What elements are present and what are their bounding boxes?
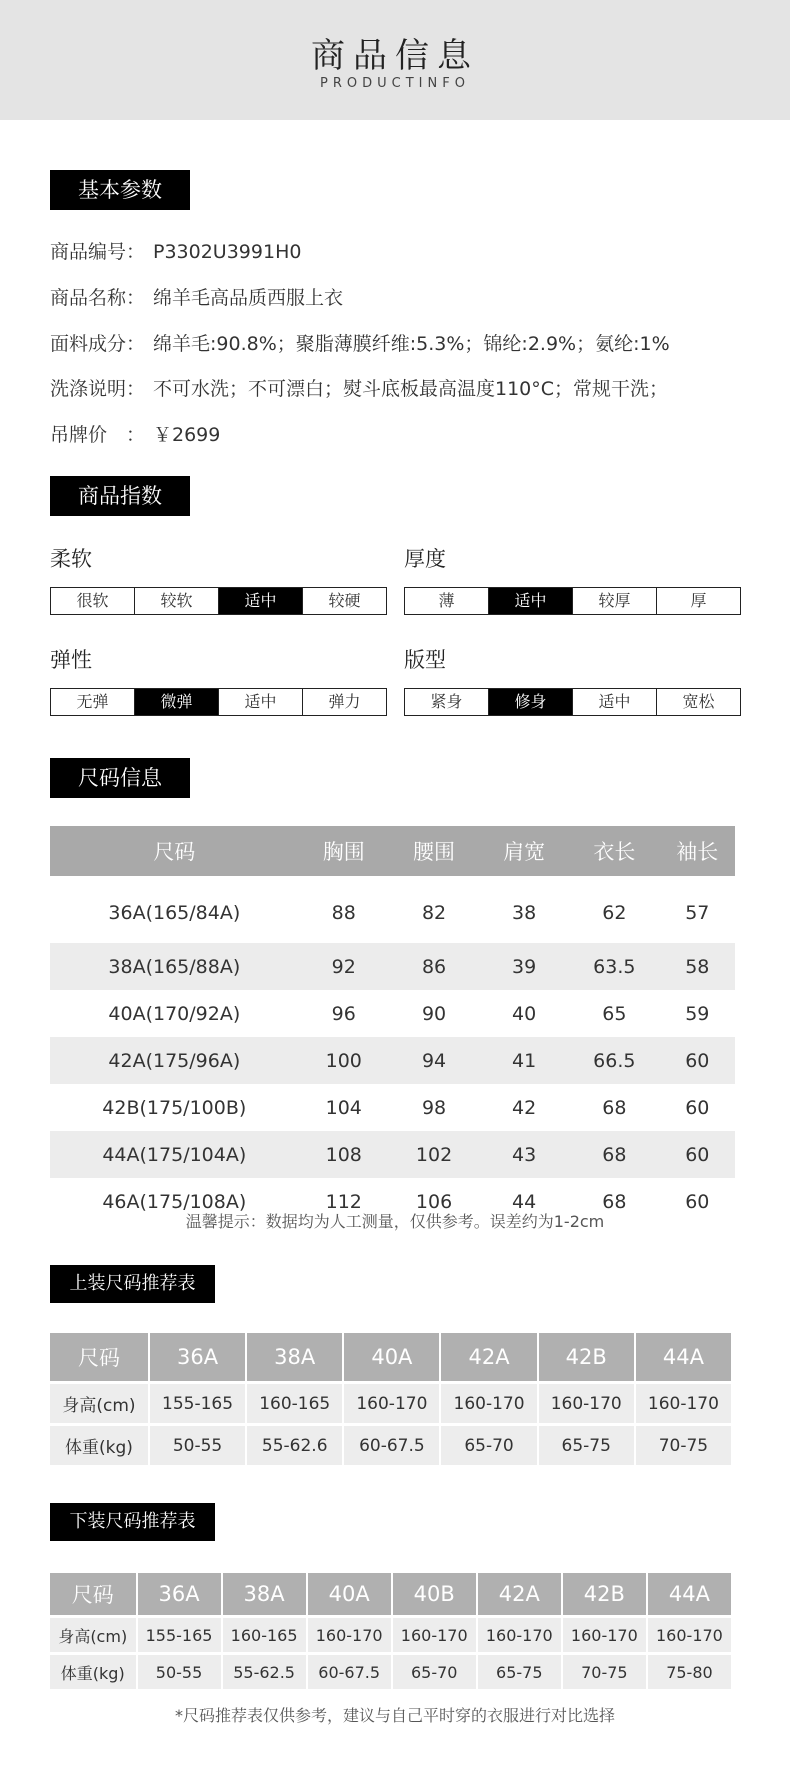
index-option: 厚 [656,588,740,614]
size-cell: 44 [512,1190,537,1213]
index-option: 较厚 [572,588,656,614]
size-cell: 42 [512,1096,537,1119]
param-key: 商品名称： [50,287,146,309]
rec-col-header: 42A [478,1573,561,1615]
rec-cell: 160-165 [223,1618,306,1652]
size-cell: 82 [421,902,447,924]
size-row [50,943,735,990]
section-basic-params: 基本参数 [50,170,190,210]
size-cell: 60 [685,1096,710,1119]
page-title: 商品信息 [311,36,479,76]
size-col-header: 袖长 [660,826,735,876]
rec-cell: 160-170 [344,1384,439,1423]
size-cell: 68 [602,1096,627,1119]
rec-col-header: 44A [648,1573,731,1615]
param-value: 绵羊毛:90.8%；聚脂薄膜纤维:5.3%；锦纶:2.9%；氨纶:1% [153,333,670,355]
param-value: ￥2699 [153,424,221,446]
size-cell: 60 [685,1190,710,1213]
rec-col-header: 36A [150,1333,245,1381]
size-cell: 39 [479,943,569,990]
size-cell: 102 [389,1131,479,1178]
param-key: 洗涤说明： [50,378,146,400]
param-value: 绵羊毛高品质西服上衣 [153,287,344,309]
rec-cell: 50-55 [138,1655,221,1689]
index-label: 厚度 [404,547,446,571]
size-cell: 104 [325,1096,362,1119]
size-cell: 42B(175/100B) [102,1096,247,1119]
size-cell: 63.5 [569,943,659,990]
param-value: P3302U3991H0 [153,241,302,263]
param-key: 面料成分： [50,333,146,355]
rec-cell: 160-170 [636,1384,731,1423]
rec-col-header: 尺码 [50,1573,136,1615]
index-option: 适中 [572,689,656,715]
size-cell: 68 [602,1190,627,1213]
index-option: 较硬 [302,588,386,614]
size-col-header: 胸围 [299,826,389,876]
param-key: 商品编号： [50,241,146,263]
index-option-selected: 微弹 [134,689,218,715]
size-info-table [50,826,735,1225]
rec-cell: 160-170 [539,1384,634,1423]
bottom-size-rec-table [48,1570,733,1692]
index-label: 弹性 [50,648,92,672]
rec-cell: 160-170 [393,1618,476,1652]
size-cell: 38 [512,902,537,924]
index-option: 宽松 [656,689,740,715]
index-scale [404,688,741,716]
size-cell: 96 [331,1002,356,1025]
size-rec-note: *尺码推荐表仅供参考，建议与自己平时穿的衣服进行对比选择 [174,1706,615,1725]
rec-cell: 50-55 [150,1426,245,1465]
size-row [50,1037,735,1084]
rec-cell: 70-75 [563,1655,646,1689]
rec-col-header: 40B [393,1573,476,1615]
rec-col-header: 42A [441,1333,536,1381]
index-label: 柔软 [50,547,92,571]
size-note: 温馨提示：数据均为人工测量，仅供参考。误差约为1-2cm [185,1212,605,1231]
size-cell: 86 [389,943,479,990]
basic-param-row [50,329,670,356]
size-cell: 44A(175/104A) [50,1131,299,1178]
index-option: 很软 [76,591,109,610]
size-cell: 100 [299,1037,389,1084]
size-cell: 98 [421,1096,447,1119]
top-size-rec-table [48,1330,733,1468]
rec-col-header: 42B [539,1333,634,1381]
rec-col-header: 40A [308,1573,391,1615]
index-option-selected: 修身 [488,689,572,715]
rec-col-header: 36A [138,1573,221,1615]
rec-cell: 160-170 [648,1618,731,1652]
page-subtitle: PRODUCTINFO [320,76,470,91]
index-option-selected: 适中 [218,588,302,614]
rec-col-header: 尺码 [50,1333,148,1381]
rec-cell: 60-67.5 [344,1426,439,1465]
size-cell: 46A(175/108A) [102,1190,247,1213]
index-option: 紧身 [430,692,463,711]
size-cell: 68 [569,1131,659,1178]
basic-param-row [50,237,301,264]
size-cell: 60 [660,1037,735,1084]
rec-row [50,1618,731,1652]
rec-cell: 60-67.5 [308,1655,391,1689]
size-cell: 92 [299,943,389,990]
size-col-header: 尺码 [50,826,299,876]
size-cell: 57 [685,902,710,924]
size-col-header: 衣长 [569,826,659,876]
size-cell: 40 [512,1002,537,1025]
size-cell: 41 [479,1037,569,1084]
size-cell: 59 [685,1002,710,1025]
index-option: 适中 [218,689,302,715]
rec-row [50,1426,731,1465]
rec-cell: 160-170 [441,1384,536,1423]
size-cell: 38A(165/88A) [50,943,299,990]
rec-cell: 55-62.5 [223,1655,306,1689]
size-row [50,876,735,943]
param-value: 不可水洗；不可漂白；熨斗底板最高温度110°C；常规干洗； [153,378,669,400]
index-option: 薄 [438,591,455,610]
size-col-header: 肩宽 [479,826,569,876]
section-top-size-rec: 上装尺码推荐表 [50,1265,215,1303]
size-cell: 108 [299,1131,389,1178]
rec-col-header: 40A [344,1333,439,1381]
basic-param-row [50,374,668,401]
size-cell: 42A(175/96A) [50,1037,299,1084]
rec-cell: 65-70 [393,1655,476,1689]
rec-cell: 55-62.6 [247,1426,342,1465]
size-row [50,990,735,1037]
size-cell: 43 [479,1131,569,1178]
rec-row [50,1655,731,1689]
basic-param-row [50,283,343,310]
index-option: 较软 [134,588,218,614]
rec-col-header: 42B [563,1573,646,1615]
basic-param-row [50,420,220,447]
rec-row-header: 体重(kg) [50,1426,148,1465]
size-cell: 66.5 [569,1037,659,1084]
section-bottom-size-rec: 下装尺码推荐表 [50,1503,215,1541]
param-key: 吊牌价 ： [50,424,146,446]
rec-row-header: 身高(cm) [50,1384,148,1423]
size-cell: 112 [325,1190,362,1213]
index-scale [50,688,387,716]
index-option: 弹力 [302,689,386,715]
size-cell: 60 [660,1131,735,1178]
index-label: 版型 [404,648,446,672]
size-cell: 36A(165/84A) [108,902,241,924]
rec-cell: 160-165 [247,1384,342,1423]
size-row [50,1131,735,1178]
section-size-info: 尺码信息 [50,758,190,798]
rec-cell: 160-170 [563,1618,646,1652]
index-scale [404,587,741,615]
rec-row [50,1384,731,1423]
size-cell: 106 [415,1190,453,1213]
size-cell: 94 [389,1037,479,1084]
size-cell: 90 [421,1002,447,1025]
rec-cell: 65-70 [441,1426,536,1465]
rec-col-header: 38A [247,1333,342,1381]
size-cell: 88 [331,902,356,924]
index-option-selected: 适中 [488,588,572,614]
rec-cell: 155-165 [138,1618,221,1652]
section-product-index: 商品指数 [50,476,190,516]
size-row [50,1084,735,1131]
rec-row-header: 身高(cm) [50,1618,136,1652]
rec-cell: 65-75 [478,1655,561,1689]
page-header [0,0,790,120]
index-option: 无弹 [76,692,109,711]
rec-cell: 65-75 [539,1426,634,1465]
rec-col-header: 38A [223,1573,306,1615]
rec-row-header: 体重(kg) [50,1655,136,1689]
rec-cell: 155-165 [150,1384,245,1423]
rec-cell: 75-80 [648,1655,731,1689]
index-scale [50,587,387,615]
size-col-header: 腰围 [389,826,479,876]
rec-cell: 70-75 [636,1426,731,1465]
rec-cell: 160-170 [308,1618,391,1652]
rec-col-header: 44A [636,1333,731,1381]
size-cell: 40A(170/92A) [108,1002,241,1025]
rec-cell: 160-170 [478,1618,561,1652]
size-cell: 58 [660,943,735,990]
size-cell: 65 [602,1002,627,1025]
size-cell: 62 [602,902,627,924]
